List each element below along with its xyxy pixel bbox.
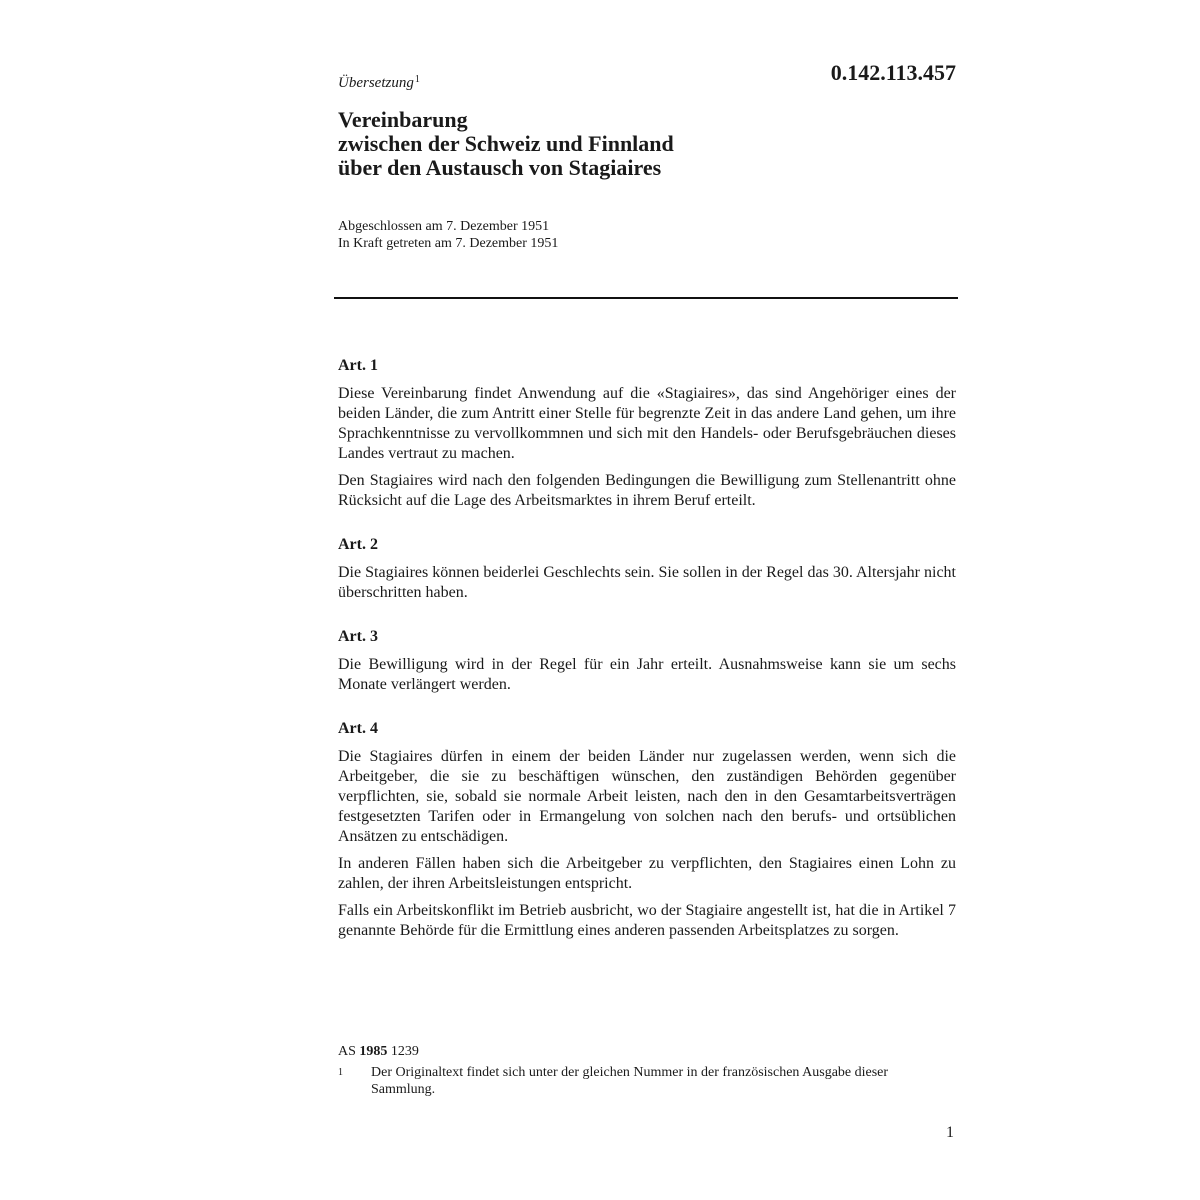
article-heading: Art. 2 (338, 536, 378, 553)
sr-number: 0.142.113.457 (830, 60, 956, 85)
article-2 (338, 535, 956, 603)
footnote (338, 1064, 938, 1098)
translation-label-text: Übersetzung (338, 75, 414, 91)
article-paragraph: Falls ein Arbeitskonflikt im Betrieb ausbricht, wo der Stagiaire angestellt ist, hat die in Artikel 7 genannte Behörde für die Ermittlung eines anderen passenden Arbeitsplatzes zu sorgen. (338, 902, 956, 939)
title-line: über den Austausch von Stagiaires (338, 155, 662, 180)
title-line: zwischen der Schweiz und Finnland (338, 131, 674, 156)
as-page: 1239 (390, 1044, 419, 1059)
article-heading: Art. 3 (338, 628, 378, 645)
article-4 (338, 719, 956, 941)
header-divider (334, 297, 958, 299)
article-heading: Art. 1 (338, 357, 378, 374)
article-3 (338, 627, 956, 695)
article-heading: Art. 4 (338, 720, 378, 737)
article-1 (338, 356, 956, 511)
footnote-number: 1 (338, 1067, 343, 1078)
article-paragraph: Die Bewilligung wird in der Regel für ein Jahr erteilt. Ausnahmsweise kann sie um sechs Monate verlängert werden. (338, 656, 956, 693)
as-year: 1985 (359, 1044, 388, 1059)
page-number: 1 (946, 1124, 954, 1141)
document-body (338, 356, 956, 965)
article-paragraph: Diese Vereinbarung findet Anwendung auf die «Stagiaires», das sind Angehöriger eines der beiden Länder, die zum Antritt einer Stelle für begrenzte Zeit in das andere Land gehen, um ihre Sprachkenntnisse zu vervollkommnen und sich mit den Handels- oder Berufsgebräuchen dieses Landes vertraut zu machen. (338, 385, 956, 462)
translation-label (338, 74, 420, 92)
article-paragraph: Die Stagiaires können beiderlei Geschlechts sein. Sie sollen in der Regel das 30. Altersjahr nicht überschritten haben. (338, 564, 956, 601)
footnote-text: Der Originaltext findet sich unter der gleichen Nummer in der französischen Ausgabe dieser Sammlung. (371, 1065, 889, 1097)
article-paragraph: In anderen Fällen haben sich die Arbeitgeber zu verpflichten, den Stagiaires einen Lohn zu zahlen, der ihren Arbeitsleistungen entspricht. (338, 855, 956, 892)
title-line: Vereinbarung (338, 107, 468, 132)
article-paragraph: Den Stagiaires wird nach den folgenden Bedingungen die Bewilligung zum Stellenantritt ohne Rücksicht auf die Lage des Arbeitsmarktes in ihrem Beruf erteilt. (338, 472, 956, 509)
in-force-date: In Kraft getreten am 7. Dezember 1951 (338, 236, 559, 251)
article-paragraph: Die Stagiaires dürfen in einem der beiden Länder nur zugelassen werden, wenn sich die Arbeitgeber, die sie zu beschäftigen wünschen, den zuständigen Behörden gegenüber verpflichten, sie, sobald sie normale Arbeit leisten, nach den in den Gesamtarbeitsverträgen festgesetzten Tarifen oder in Ermangelung von solchen nach den berufs- und ortsüblichen Ansätzen zu entschädigen. (338, 748, 956, 845)
as-prefix: AS (338, 1044, 356, 1059)
concluded-date: Abgeschlossen am 7. Dezember 1951 (338, 219, 550, 234)
document-title (338, 108, 674, 180)
document-dates (338, 218, 558, 252)
official-collection-reference (338, 1044, 419, 1060)
footnote-marker[interactable]: 1 (414, 74, 420, 85)
